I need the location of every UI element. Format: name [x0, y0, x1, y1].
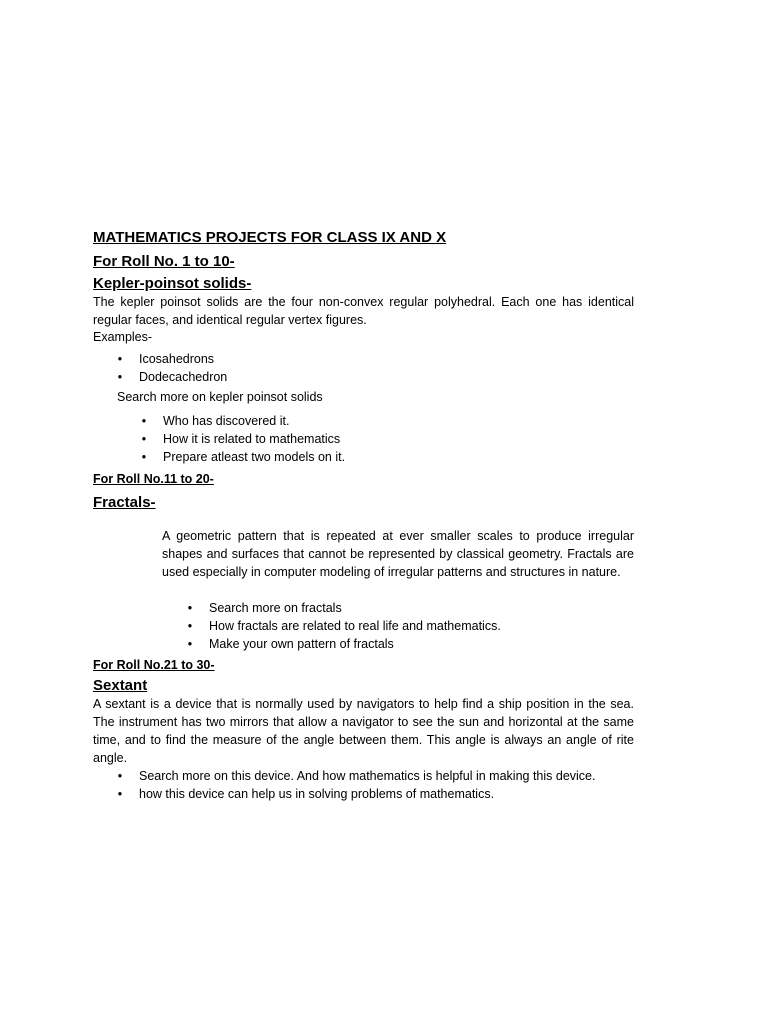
bullet-icon: • — [187, 619, 193, 633]
section1-examples-list — [115, 350, 227, 386]
section2-tasks-list — [185, 599, 501, 653]
list-item — [185, 617, 501, 635]
task-item: Who has discovered it. — [163, 414, 290, 428]
list-item — [115, 350, 227, 368]
task-item: Search more on this device. And how mathematics is helpful in making this device. — [139, 769, 596, 783]
task-item: how this device can help us in solving problems of mathematics. — [139, 787, 495, 801]
document-title: MATHEMATICS PROJECTS FOR CLASS IX AND X — [93, 229, 447, 246]
bullet-icon: • — [141, 414, 147, 428]
section3-tasks-list — [115, 767, 634, 803]
task-item: How fractals are related to real life and mathematics. — [209, 619, 501, 633]
list-item — [139, 412, 345, 430]
section3-topic-heading: Sextant — [93, 677, 148, 694]
bullet-icon: • — [141, 450, 147, 464]
section1-topic-heading: Kepler-poinsot solids- — [93, 275, 252, 292]
list-item — [185, 599, 501, 617]
bullet-icon: • — [117, 352, 123, 366]
list-item — [139, 430, 345, 448]
section1-description: The kepler poinsot solids are the four non-convex regular polyhedral. Each one has identical regular faces, and identical regular vertex figures. — [93, 295, 634, 327]
task-item: How it is related to mathematics — [163, 432, 341, 446]
section1-search-label: Search more on kepler poinsot solids — [117, 390, 323, 404]
bullet-icon: • — [117, 370, 123, 384]
task-item: Prepare atleast two models on it. — [163, 450, 346, 464]
bullet-icon: • — [117, 787, 123, 801]
list-item — [115, 368, 227, 386]
section3-description: A sextant is a device that is normally used by navigators to help find a ship position in the sea. The instrument has two mirrors that allow a navigator to see the sun and horizontal at the same time, and to find the measure of the angle between them. This angle is always an angle of rite angle. — [93, 697, 634, 765]
section1-roll-heading: For Roll No. 1 to 10- — [93, 253, 235, 270]
task-item: Search more on fractals — [209, 601, 342, 615]
example-item: Dodecachedron — [139, 370, 228, 384]
list-item — [115, 767, 634, 785]
bullet-icon: • — [141, 432, 147, 446]
section2-topic-heading: Fractals- — [93, 494, 156, 511]
list-item — [115, 785, 634, 803]
section2-description: A geometric pattern that is repeated at ever smaller scales to produce irregular shapes and surfaces that cannot be represented by classical geometry. Fractals are used especially in computer modeling of irregular patterns and structures in nature. — [162, 529, 634, 579]
list-item — [139, 448, 345, 466]
section3-roll-heading: For Roll No.21 to 30- — [93, 658, 215, 672]
section2-roll-heading: For Roll No.11 to 20- — [93, 472, 214, 486]
bullet-icon: • — [187, 601, 193, 615]
section1-examples-label: Examples- — [93, 330, 153, 344]
bullet-icon: • — [187, 637, 193, 651]
bullet-icon: • — [117, 769, 123, 783]
task-item: Make your own pattern of fractals — [209, 637, 394, 651]
section1-tasks-list — [139, 412, 345, 466]
list-item — [185, 635, 501, 653]
example-item: Icosahedrons — [139, 352, 215, 366]
